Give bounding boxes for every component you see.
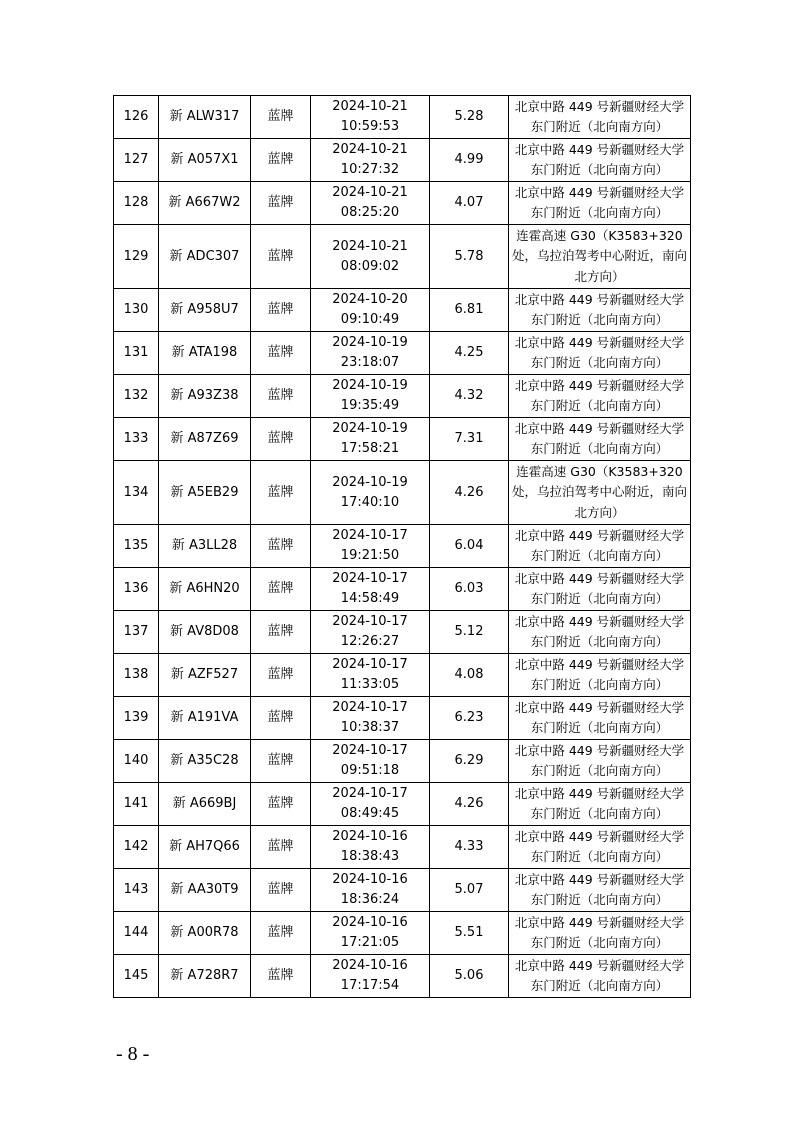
plate-color-cell: 蓝牌 xyxy=(251,869,311,912)
measurement-value-cell: 5.78 xyxy=(430,225,509,289)
row-number-cell: 133 xyxy=(114,418,159,461)
plate-number-cell: 新 AV8D08 xyxy=(159,611,251,654)
plate-color-cell: 蓝牌 xyxy=(251,375,311,418)
plate-color-cell: 蓝牌 xyxy=(251,912,311,955)
measurement-value-cell: 4.08 xyxy=(430,654,509,697)
table-row xyxy=(114,289,691,332)
measurement-value-cell: 6.04 xyxy=(430,525,509,568)
datetime-cell xyxy=(311,568,430,611)
location-cell: 北京中路 449 号新疆财经大学东门附近（北向南方向） xyxy=(509,96,691,139)
table-row xyxy=(114,783,691,826)
plate-number-cell: 新 AZF527 xyxy=(159,654,251,697)
time-text: 17:17:54 xyxy=(340,978,400,993)
row-number-cell: 128 xyxy=(114,182,159,225)
time-text: 19:35:49 xyxy=(340,398,400,413)
measurement-value-cell: 4.99 xyxy=(430,139,509,182)
date-text: 2024-10-19 xyxy=(332,335,408,350)
location-cell: 北京中路 449 号新疆财经大学东门附近（北向南方向） xyxy=(509,418,691,461)
location-cell: 北京中路 449 号新疆财经大学东门附近（北向南方向） xyxy=(509,955,691,998)
location-cell: 北京中路 449 号新疆财经大学东门附近（北向南方向） xyxy=(509,826,691,869)
location-cell: 北京中路 449 号新疆财经大学东门附近（北向南方向） xyxy=(509,654,691,697)
date-text: 2024-10-16 xyxy=(332,872,408,887)
datetime-cell xyxy=(311,225,430,289)
location-cell: 北京中路 449 号新疆财经大学东门附近（北向南方向） xyxy=(509,611,691,654)
measurement-value-cell: 5.07 xyxy=(430,869,509,912)
measurement-value-cell: 5.12 xyxy=(430,611,509,654)
date-text: 2024-10-16 xyxy=(332,958,408,973)
measurement-value-cell: 6.81 xyxy=(430,289,509,332)
row-number-cell: 127 xyxy=(114,139,159,182)
date-text: 2024-10-16 xyxy=(332,915,408,930)
time-text: 08:25:20 xyxy=(340,205,400,220)
date-text: 2024-10-21 xyxy=(332,185,408,200)
measurement-value-cell: 6.03 xyxy=(430,568,509,611)
location-cell: 北京中路 449 号新疆财经大学东门附近（北向南方向） xyxy=(509,332,691,375)
table-row xyxy=(114,139,691,182)
location-cell: 连霍高速 G30（K3583+320 处，乌拉泊驾考中心附近，南向北方向） xyxy=(509,225,691,289)
plate-number-cell: 新 A057X1 xyxy=(159,139,251,182)
datetime-cell xyxy=(311,96,430,139)
row-number-cell: 139 xyxy=(114,697,159,740)
plate-color-cell: 蓝牌 xyxy=(251,139,311,182)
location-cell: 北京中路 449 号新疆财经大学东门附近（北向南方向） xyxy=(509,139,691,182)
plate-number-cell: 新 ADC307 xyxy=(159,225,251,289)
table-row xyxy=(114,740,691,783)
table-row xyxy=(114,225,691,289)
plate-color-cell: 蓝牌 xyxy=(251,418,311,461)
date-text: 2024-10-19 xyxy=(332,378,408,393)
time-text: 09:10:49 xyxy=(340,312,400,327)
time-text: 23:18:07 xyxy=(340,355,400,370)
measurement-value-cell: 4.32 xyxy=(430,375,509,418)
plate-color-cell: 蓝牌 xyxy=(251,955,311,998)
table-row xyxy=(114,697,691,740)
datetime-cell xyxy=(311,461,430,525)
plate-number-cell: 新 A00R78 xyxy=(159,912,251,955)
datetime-cell xyxy=(311,654,430,697)
row-number-cell: 138 xyxy=(114,654,159,697)
datetime-cell xyxy=(311,783,430,826)
row-number-cell: 141 xyxy=(114,783,159,826)
row-number-cell: 143 xyxy=(114,869,159,912)
time-text: 17:58:21 xyxy=(340,441,400,456)
plate-color-cell: 蓝牌 xyxy=(251,182,311,225)
table-row xyxy=(114,525,691,568)
datetime-cell xyxy=(311,869,430,912)
time-text: 09:51:18 xyxy=(340,763,400,778)
location-cell: 北京中路 449 号新疆财经大学东门附近（北向南方向） xyxy=(509,568,691,611)
date-text: 2024-10-17 xyxy=(332,528,408,543)
date-text: 2024-10-17 xyxy=(332,657,408,672)
row-number-cell: 132 xyxy=(114,375,159,418)
plate-number-cell: 新 A667W2 xyxy=(159,182,251,225)
datetime-cell xyxy=(311,182,430,225)
location-cell: 北京中路 449 号新疆财经大学东门附近（北向南方向） xyxy=(509,869,691,912)
measurement-value-cell: 5.06 xyxy=(430,955,509,998)
plate-number-cell: 新 A669BJ xyxy=(159,783,251,826)
date-text: 2024-10-17 xyxy=(332,571,408,586)
table-row xyxy=(114,869,691,912)
table-row xyxy=(114,955,691,998)
datetime-cell xyxy=(311,139,430,182)
plate-number-cell: 新 ATA198 xyxy=(159,332,251,375)
row-number-cell: 130 xyxy=(114,289,159,332)
measurement-value-cell: 7.31 xyxy=(430,418,509,461)
time-text: 08:09:02 xyxy=(340,258,400,274)
location-cell: 北京中路 449 号新疆财经大学东门附近（北向南方向） xyxy=(509,182,691,225)
vehicle-record-table xyxy=(113,95,691,998)
row-number-cell: 135 xyxy=(114,525,159,568)
date-text: 2024-10-19 xyxy=(332,474,408,490)
date-text: 2024-10-21 xyxy=(332,238,408,254)
date-text: 2024-10-17 xyxy=(332,743,408,758)
location-cell: 北京中路 449 号新疆财经大学东门附近（北向南方向） xyxy=(509,289,691,332)
plate-color-cell: 蓝牌 xyxy=(251,740,311,783)
date-text: 2024-10-17 xyxy=(332,700,408,715)
time-text: 12:26:27 xyxy=(340,634,400,649)
date-text: 2024-10-21 xyxy=(332,142,408,157)
measurement-value-cell: 4.26 xyxy=(430,461,509,525)
location-cell: 北京中路 449 号新疆财经大学东门附近（北向南方向） xyxy=(509,525,691,568)
location-cell: 北京中路 449 号新疆财经大学东门附近（北向南方向） xyxy=(509,912,691,955)
time-text: 18:38:43 xyxy=(340,849,400,864)
datetime-cell xyxy=(311,525,430,568)
datetime-cell xyxy=(311,740,430,783)
table-row xyxy=(114,375,691,418)
measurement-value-cell: 6.29 xyxy=(430,740,509,783)
datetime-cell xyxy=(311,289,430,332)
table-row xyxy=(114,654,691,697)
table-row xyxy=(114,96,691,139)
plate-number-cell: 新 A958U7 xyxy=(159,289,251,332)
plate-color-cell: 蓝牌 xyxy=(251,225,311,289)
time-text: 10:27:32 xyxy=(340,162,400,177)
table-row xyxy=(114,611,691,654)
datetime-cell xyxy=(311,611,430,654)
row-number-cell: 144 xyxy=(114,912,159,955)
measurement-value-cell: 4.25 xyxy=(430,332,509,375)
date-text: 2024-10-17 xyxy=(332,786,408,801)
table-row xyxy=(114,461,691,525)
location-cell: 连霍高速 G30（K3583+320 处，乌拉泊驾考中心附近，南向北方向） xyxy=(509,461,691,525)
plate-number-cell: 新 A87Z69 xyxy=(159,418,251,461)
plate-number-cell: 新 A35C28 xyxy=(159,740,251,783)
row-number-cell: 142 xyxy=(114,826,159,869)
date-text: 2024-10-16 xyxy=(332,829,408,844)
date-text: 2024-10-19 xyxy=(332,421,408,436)
row-number-cell: 131 xyxy=(114,332,159,375)
table-row xyxy=(114,182,691,225)
row-number-cell: 134 xyxy=(114,461,159,525)
measurement-value-cell: 5.51 xyxy=(430,912,509,955)
row-number-cell: 126 xyxy=(114,96,159,139)
plate-number-cell: 新 AH7Q66 xyxy=(159,826,251,869)
table-row xyxy=(114,418,691,461)
datetime-cell xyxy=(311,375,430,418)
plate-color-cell: 蓝牌 xyxy=(251,611,311,654)
time-text: 17:40:10 xyxy=(340,494,400,510)
table-row xyxy=(114,332,691,375)
location-cell: 北京中路 449 号新疆财经大学东门附近（北向南方向） xyxy=(509,697,691,740)
plate-color-cell: 蓝牌 xyxy=(251,525,311,568)
time-text: 11:33:05 xyxy=(340,677,400,692)
plate-number-cell: 新 A3LL28 xyxy=(159,525,251,568)
datetime-cell xyxy=(311,826,430,869)
measurement-value-cell: 4.33 xyxy=(430,826,509,869)
time-text: 17:21:05 xyxy=(340,935,400,950)
measurement-value-cell: 5.28 xyxy=(430,96,509,139)
location-cell: 北京中路 449 号新疆财经大学东门附近（北向南方向） xyxy=(509,375,691,418)
plate-number-cell: 新 A6HN20 xyxy=(159,568,251,611)
plate-color-cell: 蓝牌 xyxy=(251,697,311,740)
table-row xyxy=(114,912,691,955)
row-number-cell: 136 xyxy=(114,568,159,611)
table-row xyxy=(114,826,691,869)
row-number-cell: 145 xyxy=(114,955,159,998)
location-cell: 北京中路 449 号新疆财经大学东门附近（北向南方向） xyxy=(509,783,691,826)
plate-number-cell: 新 ALW317 xyxy=(159,96,251,139)
plate-number-cell: 新 AA30T9 xyxy=(159,869,251,912)
date-text: 2024-10-17 xyxy=(332,614,408,629)
measurement-value-cell: 4.07 xyxy=(430,182,509,225)
row-number-cell: 129 xyxy=(114,225,159,289)
time-text: 10:38:37 xyxy=(340,720,400,735)
plate-number-cell: 新 A93Z38 xyxy=(159,375,251,418)
plate-color-cell: 蓝牌 xyxy=(251,332,311,375)
row-number-cell: 140 xyxy=(114,740,159,783)
time-text: 18:36:24 xyxy=(340,892,400,907)
date-text: 2024-10-20 xyxy=(332,292,408,307)
plate-number-cell: 新 A191VA xyxy=(159,697,251,740)
plate-color-cell: 蓝牌 xyxy=(251,461,311,525)
time-text: 08:49:45 xyxy=(340,806,400,821)
plate-color-cell: 蓝牌 xyxy=(251,654,311,697)
datetime-cell xyxy=(311,697,430,740)
time-text: 19:21:50 xyxy=(340,548,400,563)
plate-color-cell: 蓝牌 xyxy=(251,96,311,139)
plate-color-cell: 蓝牌 xyxy=(251,289,311,332)
datetime-cell xyxy=(311,912,430,955)
measurement-value-cell: 4.26 xyxy=(430,783,509,826)
datetime-cell xyxy=(311,332,430,375)
plate-number-cell: 新 A728R7 xyxy=(159,955,251,998)
row-number-cell: 137 xyxy=(114,611,159,654)
datetime-cell xyxy=(311,955,430,998)
measurement-value-cell: 6.23 xyxy=(430,697,509,740)
plate-color-cell: 蓝牌 xyxy=(251,826,311,869)
plate-color-cell: 蓝牌 xyxy=(251,568,311,611)
date-text: 2024-10-21 xyxy=(332,99,408,114)
time-text: 10:59:53 xyxy=(340,119,400,134)
table-row xyxy=(114,568,691,611)
time-text: 14:58:49 xyxy=(340,591,400,606)
location-cell: 北京中路 449 号新疆财经大学东门附近（北向南方向） xyxy=(509,740,691,783)
plate-number-cell: 新 A5EB29 xyxy=(159,461,251,525)
table-body xyxy=(114,96,691,998)
datetime-cell xyxy=(311,418,430,461)
plate-color-cell: 蓝牌 xyxy=(251,783,311,826)
page-number: - 8 - xyxy=(116,1043,150,1065)
